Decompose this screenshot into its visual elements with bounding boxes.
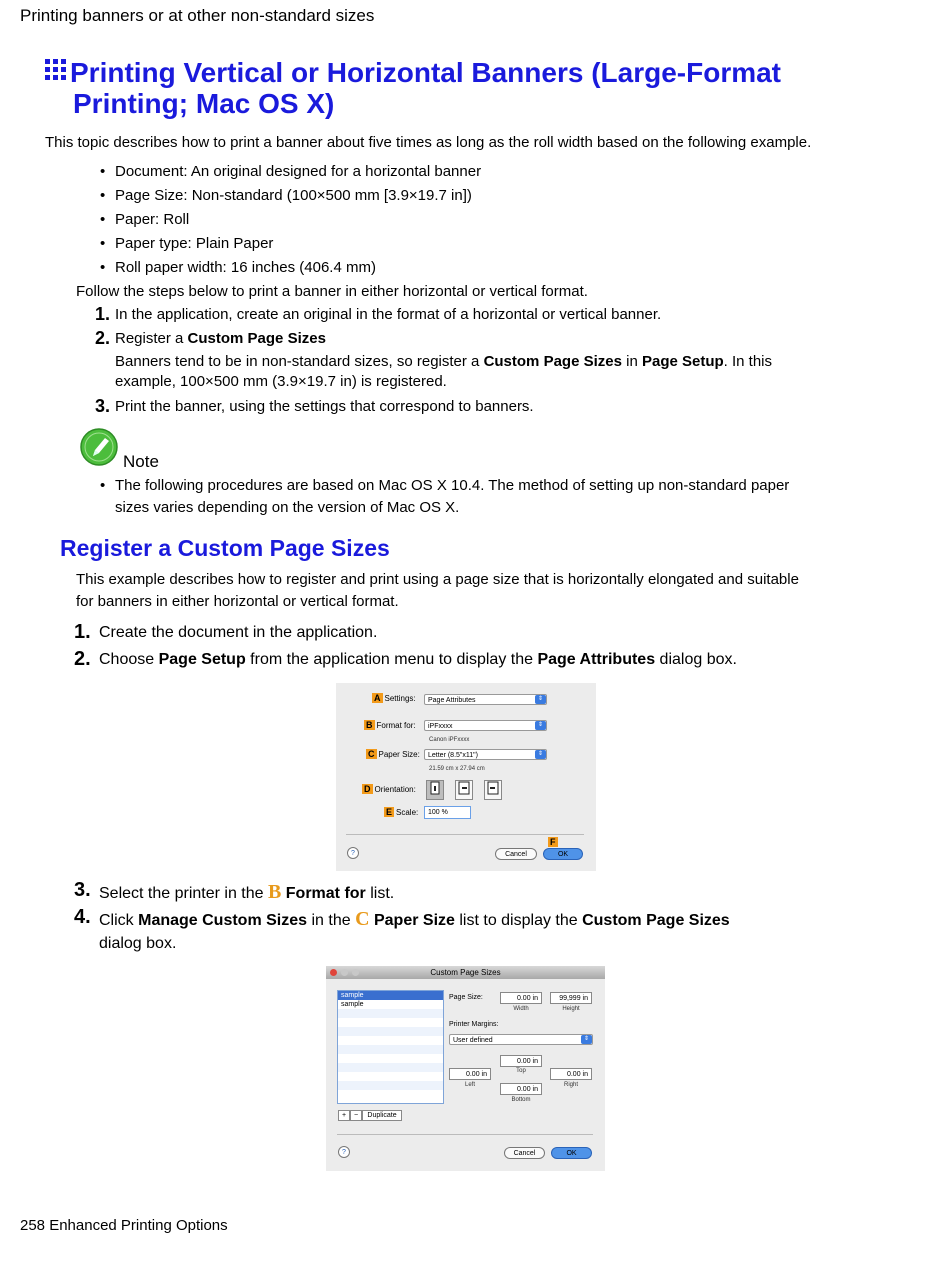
section-heading: Register a Custom Page Sizes xyxy=(60,535,390,561)
minimize-icon[interactable] xyxy=(341,969,348,976)
step-text-cont: dialog box. xyxy=(99,935,177,952)
settings-label: A Settings: xyxy=(374,693,416,703)
right-margin-input[interactable]: 0.00 in xyxy=(550,1068,592,1080)
landscape-icon xyxy=(458,781,470,795)
format-for-label: B Format for: xyxy=(366,720,416,730)
width-caption: Width xyxy=(513,1006,529,1012)
list-item: • Document: An original designed for a horizontal banner xyxy=(100,163,482,180)
add-size-button[interactable]: + xyxy=(338,1110,350,1121)
help-button[interactable]: ? xyxy=(347,847,359,859)
reverse-landscape-orientation-button[interactable] xyxy=(484,780,502,800)
list-item: • Paper: Roll xyxy=(100,211,190,228)
remove-size-button[interactable]: − xyxy=(350,1110,362,1121)
paper-size-select[interactable]: Letter (8.5"x11") ⇕ xyxy=(424,749,547,760)
width-input[interactable]: 0.00 in xyxy=(500,992,542,1004)
step-detail: Banners tend to be in non-standard sizes, so register a Custom Page Sizes in Page Setup. In this xyxy=(115,353,773,370)
page-footer: 258 Enhanced Printing Options xyxy=(20,1217,228,1234)
follow-text: Follow the steps below to print a banner in either horizontal or vertical format. xyxy=(76,283,588,300)
scale-label: E Scale: xyxy=(386,807,419,817)
format-for-select[interactable]: iPFxxxx ⇕ xyxy=(424,720,547,731)
step-text: In the application, create an original in the format of a horizontal or vertical banner. xyxy=(115,306,662,323)
section-intro: for banners in either horizontal or vertical format. xyxy=(76,593,399,610)
right-caption: Right xyxy=(563,1082,578,1088)
running-header: Printing banners or at other non-standard sizes xyxy=(20,6,375,25)
landscape-orientation-button[interactable] xyxy=(455,780,473,800)
paper-size-subtext: 21.59 cm x 27.94 cm xyxy=(429,766,485,772)
top-caption: Top xyxy=(516,1068,526,1074)
list-item xyxy=(338,1072,443,1081)
chevron-updown-icon: ⇕ xyxy=(535,750,546,759)
list-item xyxy=(338,1018,443,1027)
step-text: Click Manage Custom Sizes in the C Paper Size list to display the Custom Page Sizes xyxy=(99,908,730,930)
cancel-button[interactable]: Cancel xyxy=(495,848,537,860)
section-intro: This example describes how to register and print using a page size that is horizontally elongated and suitable xyxy=(76,571,799,588)
step-number: 1. xyxy=(95,304,111,324)
paper-size-label: C Paper Size: xyxy=(368,749,420,759)
title-line-1: Printing Vertical or Horizontal Banners (Large-Format xyxy=(70,57,782,88)
step-number: 2. xyxy=(95,328,111,348)
portrait-icon xyxy=(429,781,441,795)
list-item xyxy=(338,1027,443,1036)
custom-sizes-list[interactable] xyxy=(337,990,444,1104)
grid-icon xyxy=(45,59,67,81)
ok-button[interactable]: OK xyxy=(551,1147,592,1159)
list-item xyxy=(338,1063,443,1072)
note-label: Note xyxy=(123,452,159,471)
height-caption: Height xyxy=(562,1006,580,1012)
portrait-orientation-button[interactable] xyxy=(426,780,444,800)
chevron-updown-icon: ⇕ xyxy=(535,721,546,730)
divider xyxy=(337,1134,593,1135)
bottom-caption: Bottom xyxy=(511,1097,531,1103)
page-attributes-dialog xyxy=(336,683,596,871)
list-item[interactable]: sample xyxy=(341,1001,364,1008)
window-titlebar xyxy=(326,966,605,979)
list-item xyxy=(338,1090,443,1099)
list-item: • Page Size: Non-standard (100×500 mm [3.9×19.7 in]) xyxy=(100,187,472,204)
list-item xyxy=(338,1045,443,1054)
step-number: 3. xyxy=(74,879,91,901)
step-number: 3. xyxy=(95,396,111,416)
step-text: Register a Custom Page Sizes xyxy=(115,330,326,347)
step-detail: example, 100×500 mm (3.9×19.7 in) is registered. xyxy=(115,373,447,390)
note-item-cont: sizes varies depending on the version of Mac OS X. xyxy=(115,499,460,516)
height-input[interactable]: 99,999 in xyxy=(550,992,592,1004)
title-line-2: Printing; Mac OS X) xyxy=(73,88,335,119)
help-button[interactable]: ? xyxy=(338,1146,350,1158)
top-margin-input[interactable]: 0.00 in xyxy=(500,1055,542,1067)
reverse-landscape-icon xyxy=(487,781,499,795)
step-number: 2. xyxy=(74,648,91,670)
scale-input[interactable]: 100 % xyxy=(424,806,471,819)
page-title xyxy=(45,57,905,119)
cancel-button[interactable]: Cancel xyxy=(504,1147,545,1159)
intro-text: This topic describes how to print a banner about five times as long as the roll width based on the following example. xyxy=(45,134,812,151)
list-item: • Roll paper width: 16 inches (406.4 mm) xyxy=(100,259,376,276)
divider xyxy=(346,834,584,835)
ok-button[interactable]: OK xyxy=(543,848,583,860)
step-text: Select the printer in the B Format for list. xyxy=(99,881,395,903)
step-text: Create the document in the application. xyxy=(99,624,378,641)
pencil-icon xyxy=(80,428,120,468)
list-item xyxy=(338,1081,443,1090)
left-caption: Left xyxy=(464,1082,475,1088)
step-text: Print the banner, using the settings that correspond to banners. xyxy=(115,398,534,415)
bottom-margin-input[interactable]: 0.00 in xyxy=(500,1083,542,1095)
list-item xyxy=(338,1036,443,1045)
settings-select[interactable]: Page Attributes ⇕ xyxy=(424,694,547,705)
duplicate-button[interactable]: Duplicate xyxy=(362,1110,402,1121)
step-text: Choose Page Setup from the application menu to display the Page Attributes dialog box. xyxy=(99,651,737,668)
close-icon[interactable] xyxy=(330,969,337,976)
printer-margins-select[interactable]: User defined ⇕ xyxy=(449,1034,593,1045)
format-for-subtext: Canon iPFxxxx xyxy=(429,737,470,743)
tag-f: F xyxy=(550,837,556,847)
list-item[interactable]: sample xyxy=(338,991,443,1000)
window-title: Custom Page Sizes xyxy=(430,968,501,977)
list-item xyxy=(338,1054,443,1063)
printer-margins-label: Printer Margins: xyxy=(449,1021,499,1028)
note-item: • The following procedures are based on Mac OS X 10.4. The method of setting up non-standard paper xyxy=(100,477,790,494)
step-number: 1. xyxy=(74,621,91,643)
zoom-icon[interactable] xyxy=(352,969,359,976)
page-size-label: Page Size: xyxy=(449,994,483,1001)
chevron-updown-icon: ⇕ xyxy=(581,1035,592,1044)
orientation-label: D Orientation: xyxy=(364,784,416,794)
custom-page-sizes-dialog xyxy=(326,966,605,1171)
step-number: 4. xyxy=(74,906,91,928)
list-item xyxy=(338,1009,443,1018)
chevron-updown-icon: ⇕ xyxy=(535,695,546,704)
left-margin-input[interactable]: 0.00 in xyxy=(449,1068,491,1080)
list-item: • Paper type: Plain Paper xyxy=(100,235,274,252)
